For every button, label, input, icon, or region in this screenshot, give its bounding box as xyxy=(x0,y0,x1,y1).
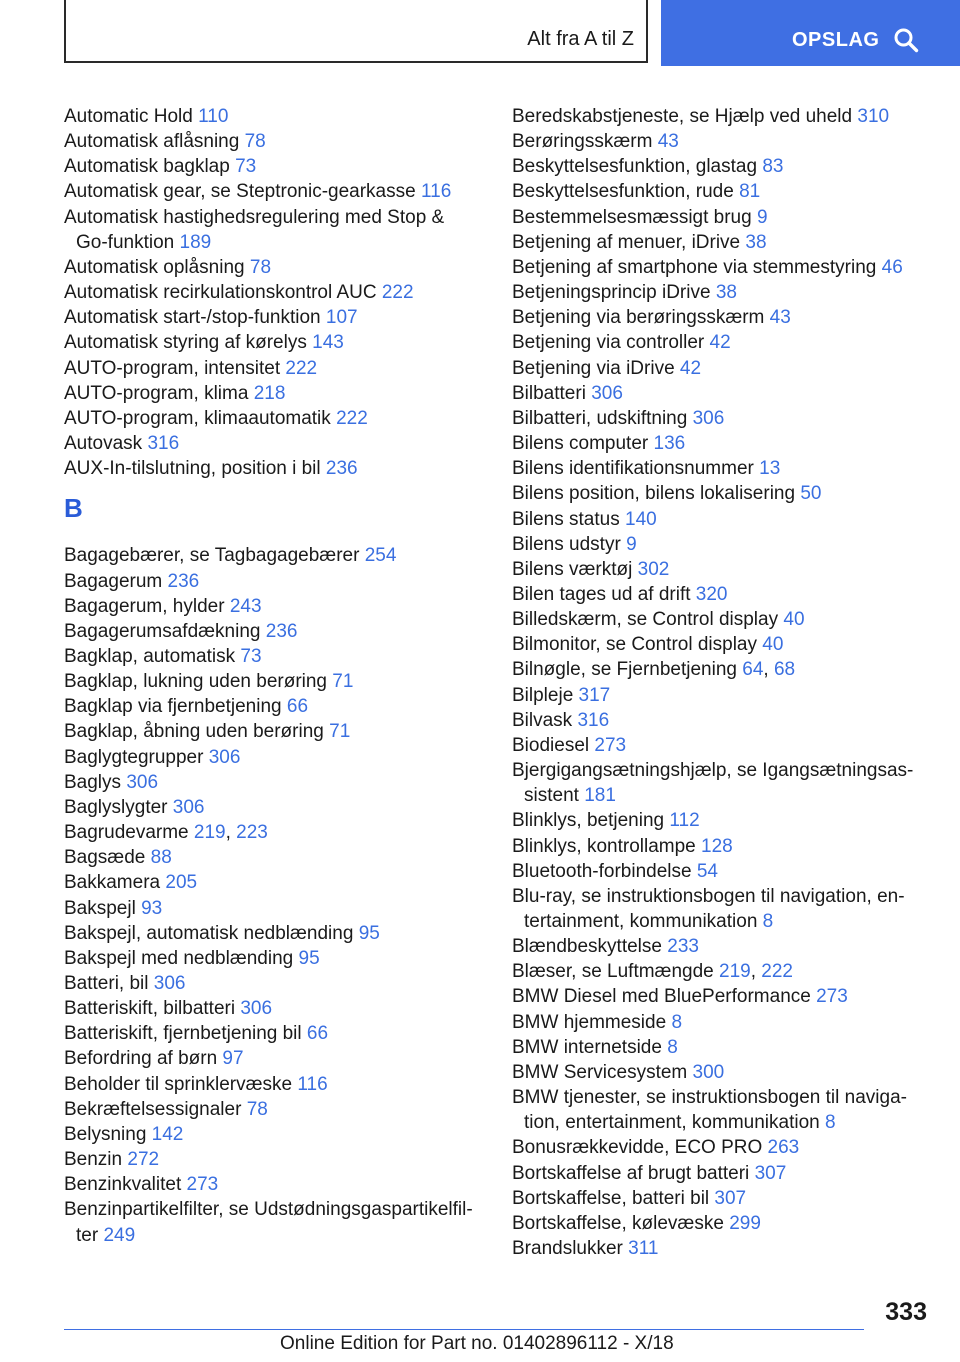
page-link[interactable]: 233 xyxy=(667,936,699,958)
index-entry xyxy=(64,129,480,154)
index-entry xyxy=(64,795,480,820)
index-entry-text: Bagagerumsafdækning xyxy=(64,620,261,642)
index-entry-text: AUX-In-tilslutning, position i bil xyxy=(64,458,321,480)
index-entry xyxy=(64,644,480,669)
index-entry xyxy=(64,694,480,719)
index-entry xyxy=(64,946,480,971)
index-entry-text: Automatisk hastighedsregulering med Stop & Go-funktion xyxy=(64,206,445,253)
page-link[interactable]: 243 xyxy=(229,595,262,617)
index-entry-text: Betjeningsprincip iDrive xyxy=(512,282,711,304)
index-entry-text: AUTO-program, klimaautomatik xyxy=(64,407,331,429)
index-entry xyxy=(512,129,932,154)
index-entry xyxy=(64,1122,480,1147)
index-entry-text: Batteriskift, fjernbetjening bil xyxy=(64,1023,302,1045)
index-entry-text: Bagsæde xyxy=(64,847,146,869)
index-entry: Blæser, se Luftmængde 219, 222 xyxy=(512,961,793,983)
index-entry-text: BMW tjenester, se instruktionsbogen til navigation, entertainment, kommunikation xyxy=(512,1087,907,1134)
index-entry-text: Befordring af børn xyxy=(64,1048,218,1070)
page-link[interactable]: 66 xyxy=(306,1023,329,1045)
page-link[interactable]: 316 xyxy=(577,709,610,731)
page-link[interactable]: 236 xyxy=(325,458,358,480)
page-link[interactable]: 306 xyxy=(591,382,623,404)
index-entry-text: Bilbatteri, udskiftning xyxy=(512,407,688,429)
index-entry xyxy=(64,1021,480,1046)
index-entry-text: Betjening af menuer, iDrive xyxy=(512,231,741,253)
index-entry xyxy=(512,834,932,859)
page-link[interactable]: 50 xyxy=(800,483,822,505)
index-entry-text: Batteriskift, bilbatteri xyxy=(64,998,236,1020)
page-link[interactable]: 273 xyxy=(594,734,627,756)
index-entry: Bagrudevarme 219, 223 xyxy=(64,822,268,844)
page-link[interactable]: 222 xyxy=(285,357,318,379)
index-entry xyxy=(512,683,932,708)
page-link[interactable]: 272 xyxy=(127,1149,160,1171)
index-entry-text: Automatic Hold xyxy=(64,106,193,127)
tab-opslag-label: OPSLAG xyxy=(792,29,880,51)
index-entry xyxy=(64,594,480,619)
page-link[interactable]: 43 xyxy=(657,131,679,153)
page-link[interactable]: 306 xyxy=(153,973,186,994)
index-entry-text: Batteri, bil xyxy=(64,973,149,994)
page-link[interactable]: 9 xyxy=(756,206,768,228)
index-entry-text: Betjening via iDrive xyxy=(512,357,675,379)
index-entry-text: Blæser, se Luftmængde xyxy=(512,961,714,983)
index-entry xyxy=(512,255,932,280)
index-entry xyxy=(512,733,932,758)
index-entry-text: Automatisk oplåsning xyxy=(64,256,245,278)
index-entry xyxy=(512,557,932,582)
page-link[interactable]: 306 xyxy=(240,998,273,1020)
page-link[interactable]: 302 xyxy=(637,558,670,580)
index-entry xyxy=(512,884,932,934)
index-entry-text: Belysning xyxy=(64,1123,147,1145)
page-link[interactable]: 236 xyxy=(167,570,200,592)
index-entry-text: Beholder til sprinklervæske xyxy=(64,1073,293,1095)
index-entry xyxy=(64,719,480,744)
page-link[interactable]: 254 xyxy=(364,545,397,567)
page-link[interactable]: 311 xyxy=(628,1238,659,1260)
page-link[interactable]: 219 xyxy=(719,961,751,983)
index-entry-text: Baglyslygter xyxy=(64,796,168,818)
page-link[interactable]: 306 xyxy=(126,771,159,793)
index-entry-text: Bilmonitor, se Control display xyxy=(512,634,757,656)
index-entry-text: Bilvask xyxy=(512,709,573,731)
page-link[interactable]: 263 xyxy=(767,1137,800,1159)
index-entry-text: Baglys xyxy=(64,771,122,793)
index-entry xyxy=(64,154,480,179)
index-entry-text: Autovask xyxy=(64,433,143,455)
index-entry xyxy=(512,1161,932,1186)
index-entry-text: Bekræftelsessignaler xyxy=(64,1098,242,1120)
index-entry xyxy=(512,934,932,959)
page-link[interactable]: 307 xyxy=(754,1162,787,1184)
index-entry xyxy=(64,431,480,456)
index-entry-text: Bilens identifikationsnummer xyxy=(512,458,754,480)
index-entry-text: Automatisk bagklap xyxy=(64,156,230,178)
tab-az-label: Alt fra A til Z xyxy=(527,28,634,50)
index-entry-text: Bjergigangsætningshjælp, se Igangsætningsassistent xyxy=(512,760,914,807)
index-entry-text: Bluetooth-forbindelse xyxy=(512,860,692,882)
index-entry-text: Bilens computer xyxy=(512,433,649,455)
index-entry xyxy=(512,280,932,305)
index-entry xyxy=(64,870,480,895)
page-link[interactable]: 66 xyxy=(286,696,309,718)
page-link[interactable]: 13 xyxy=(759,458,781,480)
index-entry xyxy=(64,179,480,204)
index-entry xyxy=(512,984,932,1009)
index-entry xyxy=(64,1046,480,1071)
index-entry-text: Bagklap, lukning uden berøring xyxy=(64,671,328,693)
page-link[interactable]: 116 xyxy=(297,1073,328,1095)
index-entry xyxy=(512,205,932,230)
index-entry xyxy=(64,996,480,1021)
index-entry-text: Bilens værktøj xyxy=(512,558,633,580)
index-entry-text: Automatisk gear, se Steptronic-gearkasse xyxy=(64,181,416,203)
top-navigation xyxy=(0,0,960,66)
page-link[interactable]: 222 xyxy=(381,282,414,304)
footer-edition xyxy=(280,1333,674,1355)
index-entry-text: Betjening via controller xyxy=(512,332,705,354)
page-link[interactable]: 71 xyxy=(332,671,354,693)
page-link[interactable]: 218 xyxy=(253,382,286,404)
index-entry xyxy=(512,758,932,808)
index-entry xyxy=(64,619,480,644)
index-entry xyxy=(64,305,480,330)
page-link[interactable]: 81 xyxy=(739,181,761,203)
index-entry xyxy=(64,255,480,280)
index-entry xyxy=(512,179,932,204)
page-link[interactable]: 300 xyxy=(692,1061,725,1083)
index-entry xyxy=(512,708,932,733)
index-entry-text: AUTO-program, intensitet xyxy=(64,357,281,379)
index-entry xyxy=(512,1211,932,1236)
page-link[interactable]: 93 xyxy=(141,897,163,919)
index-entry-text: Blændbeskyttelse xyxy=(512,936,662,958)
index-entry-text: Bakspejl, automatisk nedblænding xyxy=(64,922,354,944)
index-entry-text: Automatisk aflåsning xyxy=(64,131,240,153)
index-entry-text: Automatisk styring af kørelys xyxy=(64,332,307,354)
index-entry-text: Bagklap, åbning uden berøring xyxy=(64,721,324,743)
index-entry-text: Bagagerum, hylder xyxy=(64,595,225,617)
page-link[interactable]: 299 xyxy=(729,1212,761,1234)
page-link[interactable]: 73 xyxy=(235,156,257,178)
index-entry xyxy=(64,1197,480,1247)
index-entry-text: Bilbatteri xyxy=(512,382,586,404)
index-entry xyxy=(64,406,480,431)
index-entry-text: Blu-ray, se instruktionsbogen til navigation, entertainment, kommunikation xyxy=(512,885,905,932)
page-link[interactable]: 78 xyxy=(244,131,266,153)
index-entry-text: Bortskaffelse, kølevæske xyxy=(512,1212,724,1234)
index-entry-text: Automatisk start-/stop-funktion xyxy=(64,307,321,329)
index-entry xyxy=(64,1172,480,1197)
index-entry-text: Benzinkvalitet xyxy=(64,1174,182,1196)
index-entry-text: Bakkamera xyxy=(64,872,161,894)
index-entry xyxy=(64,104,480,129)
index-letter-heading: B xyxy=(64,493,83,524)
index-entry xyxy=(64,330,480,355)
index-entry-text: Beskyttelsesfunktion, rude xyxy=(512,181,734,203)
page-link[interactable]: 42 xyxy=(709,332,731,354)
index-entry-text: Beredskabstjeneste, se Hjælp ved uheld xyxy=(512,106,853,127)
tab-opslag[interactable] xyxy=(661,0,960,66)
index-entry-text: Bestemmelsesmæssigt brug xyxy=(512,206,752,228)
page-link[interactable]: 9 xyxy=(626,533,637,555)
index-entry-text: Biodiesel xyxy=(512,734,590,756)
index-entry-text: Betjening via berøringsskærm xyxy=(512,307,765,329)
page-link[interactable]: 140 xyxy=(625,508,657,530)
index-entry-text: AUTO-program, klima xyxy=(64,382,249,404)
index-entry xyxy=(64,205,480,255)
index-entry xyxy=(64,1097,480,1122)
page-link[interactable]: 142 xyxy=(151,1123,184,1145)
index-entry xyxy=(512,104,932,129)
page-link[interactable]: 46 xyxy=(881,256,903,278)
index-entry xyxy=(512,154,932,179)
index-entry xyxy=(64,921,480,946)
index-entry-text: BMW hjemmeside xyxy=(512,1011,667,1033)
index-entry xyxy=(512,330,932,355)
index-entry-text: Bagrudevarme xyxy=(64,822,189,844)
index-entry xyxy=(64,1147,480,1172)
index-entry xyxy=(512,1186,932,1211)
page-link[interactable]: 306 xyxy=(692,407,725,429)
page-link[interactable]: 219 xyxy=(193,822,226,844)
page-link[interactable]: 42 xyxy=(679,357,702,379)
index-entry-text: Blinklys, betjening xyxy=(512,810,665,832)
page-link[interactable]: 273 xyxy=(186,1174,219,1196)
index-entry-text: BMW Diesel med BluePerformance xyxy=(512,986,811,1008)
page-link[interactable]: 78 xyxy=(246,1098,268,1120)
page-link[interactable]: 88 xyxy=(150,847,172,869)
index-entry-text: BMW internetside xyxy=(512,1036,662,1058)
index-entry xyxy=(64,896,480,921)
index-entry xyxy=(64,1072,480,1097)
index-entry-text: Billedskærm, se Control display xyxy=(512,609,779,631)
index-entry xyxy=(512,1085,932,1135)
index-entry-text: Bakspejl med nedblænding xyxy=(64,947,294,969)
index-entry-text: Automatisk recirkulationskontrol AUC xyxy=(64,282,377,304)
index-entry xyxy=(64,543,480,568)
index-entry xyxy=(512,305,932,330)
index-entry-text: Benzinpartikelfilter, se Udstødningsgaspartikelfilter xyxy=(64,1199,473,1246)
page-link[interactable]: 107 xyxy=(325,307,358,329)
index-entry-text: Beskyttelsesfunktion, glastag xyxy=(512,156,758,178)
index-entry-text: Bilens udstyr xyxy=(512,533,621,555)
index-entry-text: Brandslukker xyxy=(512,1238,623,1260)
index-entry xyxy=(512,1035,932,1060)
page-link[interactable]: 83 xyxy=(762,156,784,178)
page-link[interactable]: 8 xyxy=(825,1112,836,1134)
index-entry-text: Bagagerum xyxy=(64,570,163,592)
page-link[interactable]: 236 xyxy=(265,620,298,642)
page-link[interactable]: 310 xyxy=(857,106,890,127)
index-entry-text: Bortskaffelse af brugt batteri xyxy=(512,1162,750,1184)
index-entry xyxy=(64,280,480,305)
index-entry xyxy=(64,770,480,795)
index-entry xyxy=(64,356,480,381)
page-link[interactable]: 8 xyxy=(671,1011,683,1033)
footer-divider xyxy=(64,1329,864,1330)
page-link[interactable]: 306 xyxy=(172,796,205,818)
footer-edition-text: Online Edition for Part no. 01402896112 - X/18 xyxy=(280,1333,674,1354)
index-entry xyxy=(512,456,932,481)
index-entry-text: Blinklys, kontrollampe xyxy=(512,835,696,857)
page-link[interactable]: 54 xyxy=(696,860,718,882)
index-entry xyxy=(512,230,932,255)
page-link[interactable]: 205 xyxy=(165,872,198,894)
index-entry-text: Bilnøgle, se Fjernbetjening xyxy=(512,659,737,681)
index-entry-text: Bilens status xyxy=(512,508,620,530)
search-icon xyxy=(893,27,919,53)
index-entry-text: Bilen tages ud af drift xyxy=(512,583,691,605)
index-entry xyxy=(512,1236,932,1261)
page-link[interactable]: 38 xyxy=(715,282,737,304)
page-link[interactable]: 223 xyxy=(236,822,268,844)
index-list-right xyxy=(512,104,932,1261)
page-link[interactable]: 40 xyxy=(783,609,805,631)
index-entry xyxy=(512,1135,932,1160)
index-entry xyxy=(64,971,480,996)
page-link[interactable]: 136 xyxy=(653,433,686,455)
index-list-a xyxy=(64,104,480,481)
index-entry xyxy=(512,1060,932,1085)
page-link[interactable]: 116 xyxy=(420,181,452,203)
page-link[interactable]: 143 xyxy=(312,332,344,354)
index-entry-text: Bortskaffelse, batteri bil xyxy=(512,1187,710,1209)
index-entry-text: Bagagebærer, se Tagbagagebærer xyxy=(64,545,360,567)
index-entry xyxy=(512,1010,932,1035)
index-entry-text: Betjening af smartphone via stemmestyring xyxy=(512,256,877,278)
index-entry xyxy=(512,808,932,833)
page-link[interactable]: 189 xyxy=(179,231,212,253)
index-entry-text: Bagklap via fjernbetjening xyxy=(64,696,282,718)
index-entry xyxy=(512,356,932,381)
index-entry xyxy=(512,632,932,657)
page-link[interactable]: 64 xyxy=(742,659,764,681)
page-link[interactable]: 249 xyxy=(103,1224,136,1246)
tab-alt-fra-a-til-z[interactable] xyxy=(64,0,648,63)
page-link[interactable]: 8 xyxy=(667,1036,678,1058)
index-entry xyxy=(64,381,480,406)
index-column-right xyxy=(512,104,932,1261)
page-link[interactable]: 95 xyxy=(298,947,320,969)
index-entry-text: Bagklap, automatisk xyxy=(64,645,236,667)
page-link[interactable]: 273 xyxy=(816,986,848,1008)
index-entry-text: BMW Servicesystem xyxy=(512,1061,688,1083)
index-entry: Bilnøgle, se Fjernbetjening 64, 68 xyxy=(512,659,796,681)
index-entry xyxy=(512,607,932,632)
index-entry xyxy=(512,582,932,607)
page-link[interactable]: 110 xyxy=(198,106,229,127)
index-entry-text: Berøringsskærm xyxy=(512,131,653,153)
index-list-b xyxy=(64,543,480,1247)
index-entry xyxy=(512,532,932,557)
page-link[interactable]: 307 xyxy=(714,1187,747,1209)
index-entry xyxy=(64,569,480,594)
page-link[interactable]: 43 xyxy=(769,307,791,329)
page-link[interactable]: 306 xyxy=(208,746,241,768)
index-entry-text: Benzin xyxy=(64,1149,123,1171)
index-entry xyxy=(64,669,480,694)
page-link[interactable]: 78 xyxy=(249,256,272,278)
page-link[interactable]: 317 xyxy=(578,684,611,706)
index-entry-text: Bilens position, bilens lokalisering xyxy=(512,483,796,505)
index-entry xyxy=(512,507,932,532)
page-link[interactable]: 38 xyxy=(745,231,767,253)
page-link[interactable]: 97 xyxy=(222,1048,244,1070)
page-link[interactable]: 128 xyxy=(701,835,733,857)
index-entry xyxy=(64,456,480,481)
page-link[interactable]: 8 xyxy=(762,911,774,932)
index-entry-text: Bakspejl xyxy=(64,897,136,919)
index-entry xyxy=(512,406,932,431)
page-link[interactable]: 222 xyxy=(761,961,793,983)
page-link[interactable]: 316 xyxy=(147,433,180,455)
index-entry-text: Baglygtegrupper xyxy=(64,746,204,768)
index-entry xyxy=(512,381,932,406)
index-column-left xyxy=(64,104,480,1248)
page-link[interactable]: 68 xyxy=(773,659,796,681)
index-entry xyxy=(512,481,932,506)
index-entry-text: Bilpleje xyxy=(512,684,574,706)
index-entry-text: Bonusrækkevidde, ECO PRO xyxy=(512,1137,763,1159)
page-link[interactable]: 222 xyxy=(336,407,368,429)
page-link[interactable]: 73 xyxy=(240,645,262,667)
page-number: 333 xyxy=(885,1298,927,1326)
page-link[interactable]: 112 xyxy=(669,810,700,832)
page-link[interactable]: 181 xyxy=(584,785,616,807)
index-entry xyxy=(64,745,480,770)
index-entry xyxy=(64,845,480,870)
page-link[interactable]: 320 xyxy=(695,583,728,605)
page-link[interactable]: 71 xyxy=(329,721,351,743)
page-link[interactable]: 40 xyxy=(762,634,784,656)
page-link[interactable]: 95 xyxy=(358,922,380,944)
index-entry xyxy=(512,859,932,884)
index-entry xyxy=(512,431,932,456)
